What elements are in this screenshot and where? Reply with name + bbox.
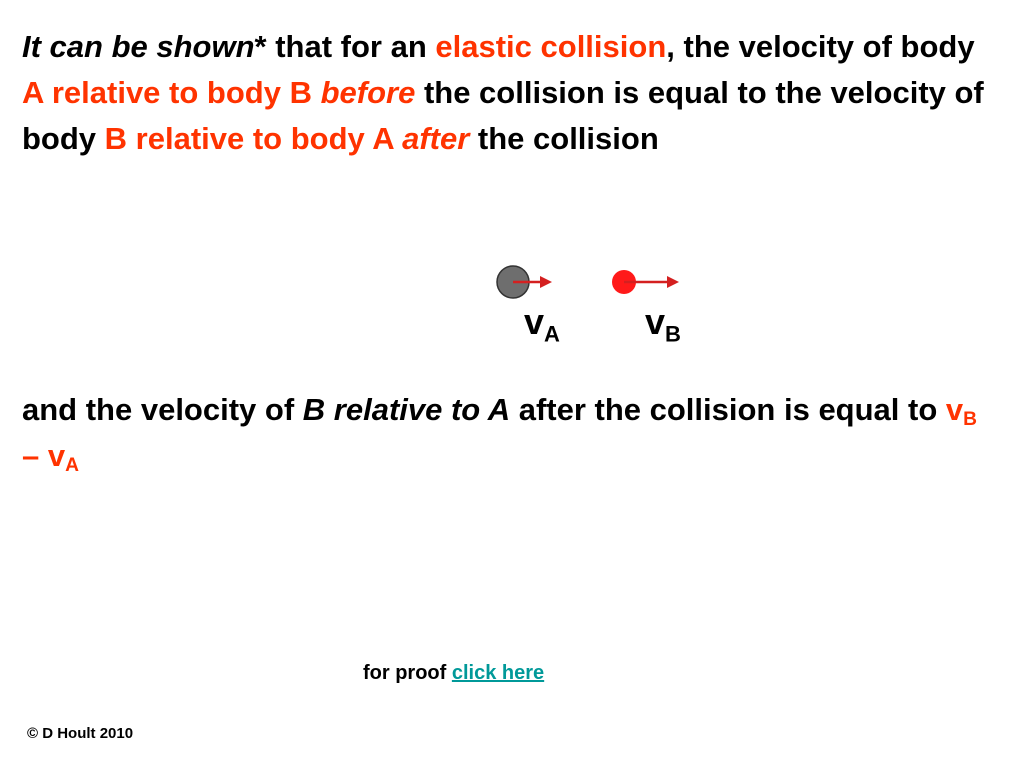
vb-symbol: v bbox=[945, 392, 964, 427]
velocity-label-b bbox=[645, 301, 681, 347]
copyright-notice: © D Hoult 2010 bbox=[27, 725, 134, 742]
vb-subscript: B bbox=[963, 408, 978, 430]
velocity-symbol: v bbox=[645, 301, 666, 342]
result-paragraph bbox=[22, 387, 1002, 479]
proof-line bbox=[363, 662, 544, 685]
click-here-link[interactable]: click here bbox=[451, 662, 545, 684]
velocity-arrow-a-head bbox=[540, 276, 552, 288]
text-span: and the velocity of bbox=[22, 392, 303, 427]
elastic-collision-text: elastic collision bbox=[435, 29, 667, 64]
ball-a bbox=[497, 266, 529, 298]
text-span: the collision is equal to the velocity of body bbox=[22, 75, 984, 156]
velocity-symbol: v bbox=[524, 301, 545, 342]
text-span: after the collision is equal to bbox=[510, 392, 946, 427]
after-text: after bbox=[402, 121, 470, 156]
b-relative-to-a-text: B relative to body A bbox=[104, 121, 403, 156]
a-relative-to-b-text: A relative to body B bbox=[22, 75, 321, 110]
text-span: the collision bbox=[469, 121, 659, 156]
it-can-be-shown-text: It can be shown bbox=[22, 29, 255, 64]
before-text: before bbox=[320, 75, 416, 110]
b-relative-to-a-italic: B relative to A bbox=[302, 392, 511, 427]
text-span: that for an bbox=[266, 29, 436, 64]
velocity-arrow-b-head bbox=[667, 276, 679, 288]
minus-va-symbol: – v bbox=[22, 438, 66, 473]
proof-prefix: for proof bbox=[363, 662, 452, 684]
text-span: , the velocity of body bbox=[666, 29, 975, 64]
statement-paragraph bbox=[22, 24, 1002, 162]
velocity-label-a bbox=[524, 301, 560, 347]
subscript-b: B bbox=[665, 321, 681, 347]
ball-b bbox=[612, 270, 636, 294]
va-subscript: A bbox=[65, 454, 79, 476]
asterisk-text: * bbox=[254, 29, 267, 64]
subscript-a: A bbox=[544, 321, 560, 347]
